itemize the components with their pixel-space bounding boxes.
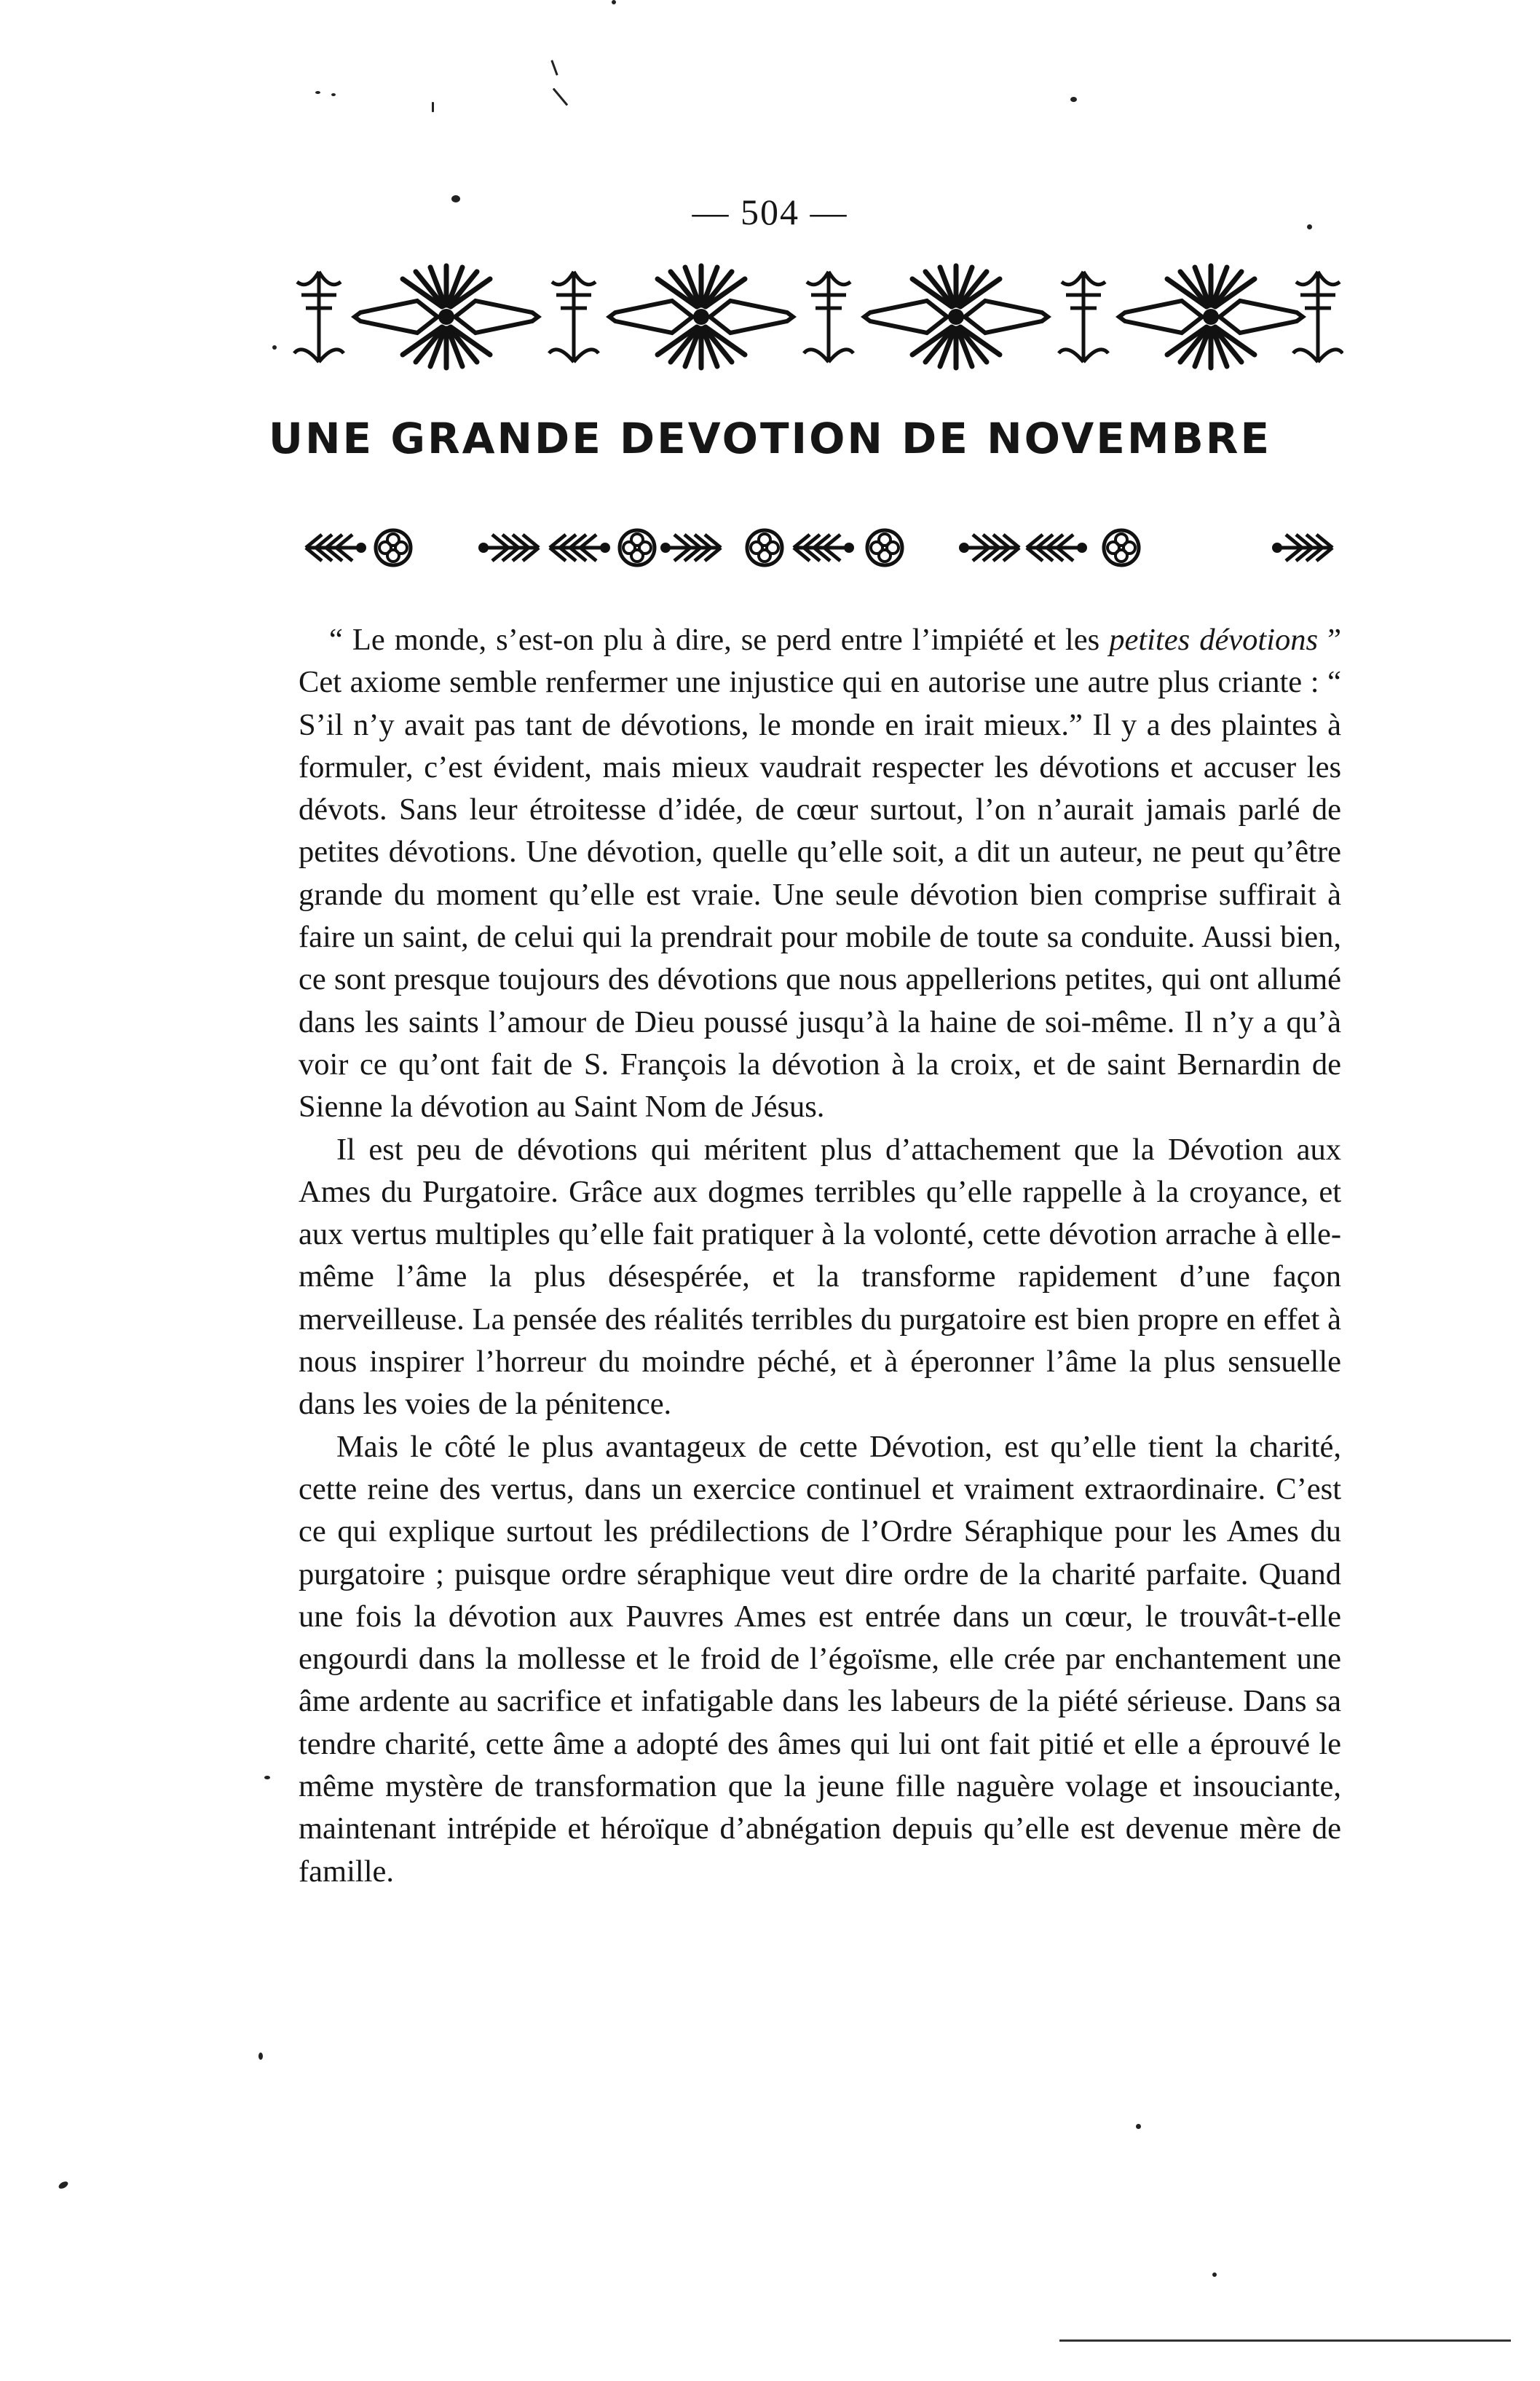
print-speck (612, 0, 616, 4)
ornamental-rosette-rule-icon (299, 517, 1340, 583)
article-body (299, 619, 1341, 1893)
print-speck (550, 60, 558, 76)
page-number: — 504 — (692, 192, 848, 232)
print-speck (331, 93, 336, 96)
paragraph-1-italic-phrase: petites dévotions (1109, 623, 1319, 657)
ornamental-palmette-band-icon (291, 262, 1343, 371)
print-speck (1136, 2124, 1141, 2129)
print-speck (432, 102, 434, 112)
print-speck (553, 88, 569, 106)
paragraph-1 (299, 619, 1341, 1129)
paragraph-3: Mais le côté le plus avantageux de cette Dévotion, est qu’elle tient la charité, cette reine des vertus, dans un exercice continuel et vraiment extraordinaire. C’est ce qui explique surtout les prédilections de l’Ordre Séraphique pour les Ames du purgatoire ; puisque ordre séraphique veut dire ordre de la charité parfaite. Quand une fois la dévotion aux Pauvres Ames est entrée dans un cœur, le trouvât-t-elle engourdi dans la mollesse et le froid de l’égoïsme, elle crée par enchantement une âme ardente au sacrifice et infatigable dans les labeurs de la piété sérieuse. Dans sa tendre charité, cette âme a adopté des âmes qui lui ont fait pitié et elle a éprouvé le même mystère de transformation que la jeune fille naguère volage et insouciante, maintenant intrépide et héroïque d’abnégation depuis qu’elle est devenue mère de famille. (299, 1429, 1341, 1889)
print-speck (264, 1776, 270, 1779)
print-speck (315, 91, 320, 94)
paragraph-2: Il est peu de dévotions qui méritent plus d’attachement que la Dévotion aux Ames du Purgatoire. Grâce aux dogmes terribles qu’elle rappelle à la croyance, et aux vertus multiples qu’elle fait pratiquer à la volonté, cette dévotion arrache à elle-même l’âme la plus désespérée, et la transforme rapidement d’une façon merveilleuse. La pensée des réalités terribles du purgatoire est bien propre en effet à nous inspirer l’horreur du moindre péché, et à éperonner l’âme la plus sensuelle dans les voies de la pénitence. (299, 1132, 1341, 1422)
print-speck (1212, 2272, 1217, 2277)
bottom-margin-rule (1059, 2339, 1511, 2342)
print-speck (1070, 97, 1077, 102)
article-title: UNE GRANDE DEVOTION DE NOVEMBRE (268, 414, 1272, 463)
print-speck (272, 345, 277, 350)
paragraph-1-opening: “ Le monde, s’est-on plu à dire, se perd entre l’impiété et les (329, 623, 1110, 657)
paragraph-1-rest: ” Cet axiome semble renfermer une injustice qui en autorise une autre plus criante : “ S’il n’y avait pas tant de dévotions, le monde en irait mieux.” Il y a des plaintes à formuler, c’est évident, mais mieux vaudrait respecter les dévotions et accuser les dévots. Sans leur étroitesse d’idée, de cœur surtout, l’on n’aurait jamais parlé de petites dévotions. Une dévotion, quelle qu’elle soit, a dit un auteur, ne peut qu’être grande du moment qu’elle est vraie. Une seule dévotion bien comprise suffirait à faire un saint, de celui qui la prendrait pour mobile de toute sa conduite. Aussi bien, ce sont presque toujours des dévotions que nous appellerions petites, qui ont allumé dans les saints l’amour de Dieu poussé jusqu’à la haine de soi-même. Il n’y a qu’à voir ce qu’ont fait de S. François la dévotion à la croix, et de saint Bernardin de Sienne la dévotion au Saint Nom de Jésus. (299, 623, 1341, 1125)
print-speck (58, 2180, 69, 2190)
print-speck (258, 2053, 263, 2060)
